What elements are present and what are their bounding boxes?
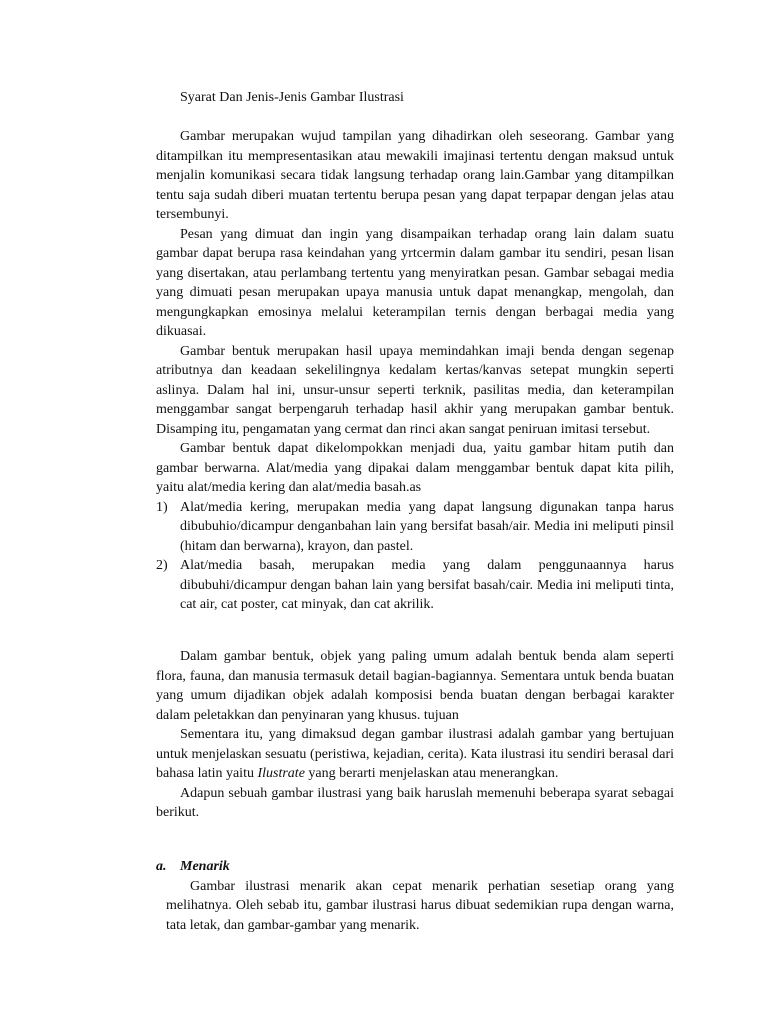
paragraph: Gambar merupakan wujud tampilan yang dihadirkan oleh seseorang. Gambar yang ditampilkan itu mempresentasikan atau mewakili imajinasi tertentu dengan maksud untuk menjalin komunikasi secara tidak langsung terhadap orang lain.Gambar yang ditampilkan tentu saja sudah diberi muatan tertentu berupa pesan yang dapat terpapar dengan jelas atau tersembunyi. [156, 129, 674, 222]
italic-term: Ilustrate [257, 766, 305, 781]
document-title: Syarat Dan Jenis-Jenis Gambar Ilustrasi [180, 90, 404, 105]
paragraph-text: yang berarti menjelaskan atau menerangkan. [304, 766, 559, 781]
media-list [156, 498, 674, 615]
paragraph: Gambar bentuk dapat dikelompokkan menjadi dua, yaitu gambar hitam putih dan gambar berwarna. Alat/media yang dipakai dalam menggambar bentuk dapat kita pilih, yaitu alat/media kering dan alat/media basah.as [156, 441, 674, 495]
list-item-text: Alat/media basah, merupakan media yang dalam penggunaannya harus dibubuhi/dicampur dengan bahan lain yang bersifat basah/cair. Media ini meliputi tinta, cat air, cat poster, cat minyak, dan cat akrilik. [180, 558, 674, 612]
section-text: Gambar ilustrasi menarik akan cepat menarik perhatian sesetiap orang yang melihatnya. Oleh sebab itu, gambar ilustrasi harus dibuat sedemikian rupa dengan warna, tata letak, dan gambar-gambar yang menarik. [166, 878, 674, 933]
list-number: 2) [156, 558, 168, 573]
list-number: 1) [156, 499, 168, 515]
list-item-text: Alat/media kering, merupakan media yang dapat langsung digunakan tanpa harus dibubuhio/dicampur denganbahan lain yang bersifat basah/air. Media ini meliputi pinsil (hitam dan berwarna), krayon, dan pastel. [180, 499, 674, 554]
intro-section [156, 127, 674, 615]
paragraph [156, 725, 674, 784]
section-a [156, 857, 674, 935]
paragraph: Pesan yang dimuat dan ingin yang disampaikan terhadap orang lain dalam suatu gambar dapat berupa rasa keindahan yang yrtcermin dalam gambar itu sendiri, pesan lisan yang disertakan, atau perlambang tertentu yang menyiratkan pesan. Gambar sebagai media yang dimuati pesan merupakan upaya manusia untuk dapat menangkap, mengolah, dan mengungkapkan emosinya melalui keterampilan ternis dengan berbagai media yang dikuasai. [156, 226, 674, 339]
section-heading [156, 857, 674, 877]
list-item [156, 498, 674, 557]
paragraph-text: Sementara itu, yang dimaksud degan gambar ilustrasi adalah gambar yang bertujuan untuk menjelaskan sesuatu (peristiwa, kejadian, cerita). Kata ilustrasi itu sendiri berasal dari bahasa latin yaitu [156, 727, 674, 781]
paragraph: Gambar bentuk merupakan hasil upaya memindahkan imaji benda dengan segenap atributnya dan keadaan sekelilingnya kedalam kertas/kanvas setepat mungkin seperti aslinya. Dalam hal ini, unsur-unsur seperti terknik, pasilitas media, dan keterampilan menggambar sangat berpengaruh terhadap hasil akhir yang merupakan gambar bentuk. Disamping itu, pengamatan yang cermat dan rinci akan sangat peniruan imitasi tersebut. [156, 343, 674, 437]
section-label: a. [156, 859, 167, 874]
paragraph: Dalam gambar bentuk, objek yang paling umum adalah bentuk benda alam seperti flora, fauna, dan manusia termasuk detail bagian-bagiannya. Sementara untuk benda buatan yang umum dijadikan objek adalah komposisi benda buatan dengan berbagai karakter dalam peletakkan dan penyinaran yang khusus. tujuan [156, 649, 674, 723]
illustration-section [156, 647, 674, 823]
paragraph: Adapun sebuah gambar ilustrasi yang baik haruslah memenuhi beberapa syarat sebagai berikut. [156, 785, 674, 820]
section-title: Menarik [180, 859, 230, 874]
list-item [156, 556, 674, 615]
